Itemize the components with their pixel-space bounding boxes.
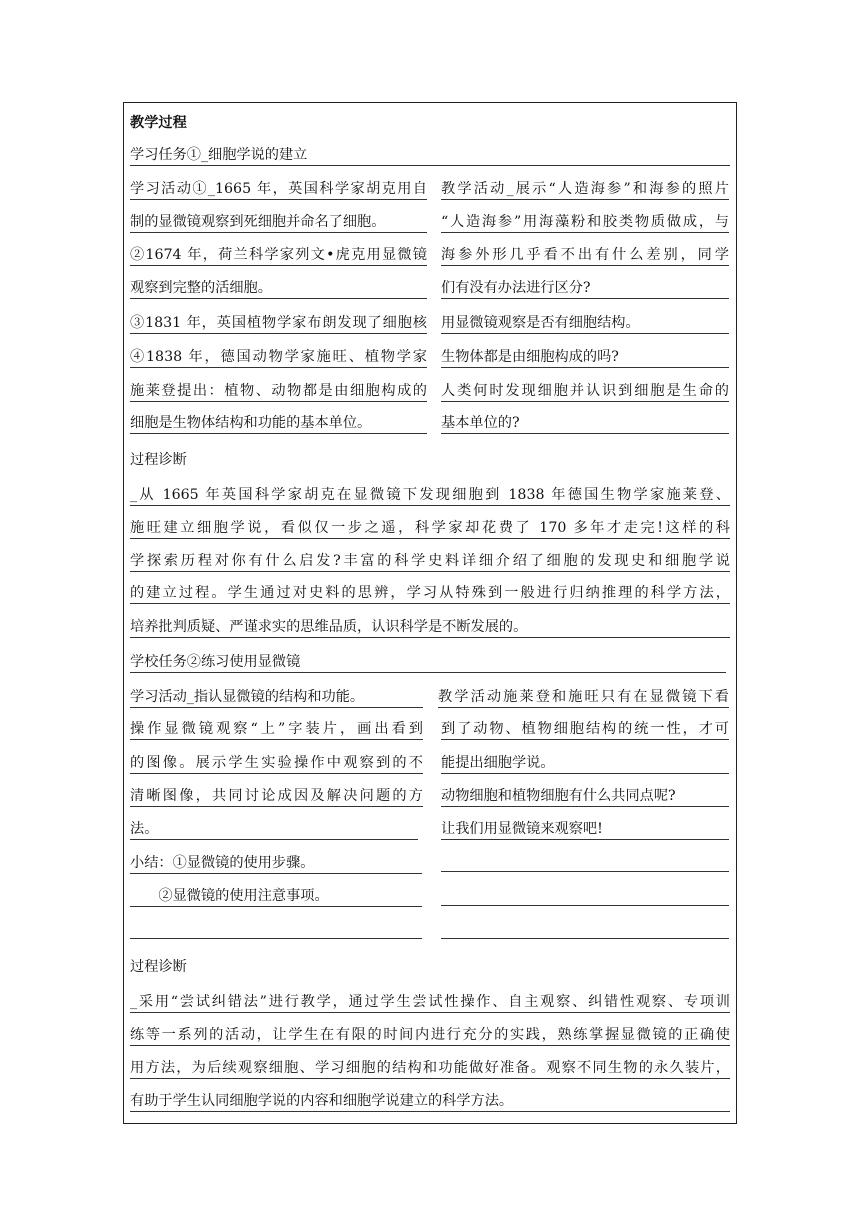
task2-right-line: 能提出细胞学说。 — [441, 752, 729, 774]
task2-left-line: 的图像。展示学生实验操作中观察到的不 — [130, 752, 423, 774]
task1-right-line: 教学活动_展示“人造海参”和海参的照片 — [441, 178, 729, 200]
task1-left-line: 细胞是生物体结构和功能的基本单位。 — [130, 412, 427, 434]
diagnosis1-label: 过程诊断 — [130, 452, 187, 468]
task1-left-line: ②1674 年，荷兰科学家列文•虎克用显微镜 — [130, 244, 427, 266]
task2-right-line: 让我们用显微镜来观察吧! — [441, 818, 729, 840]
diagnosis1-line: 培养批判质疑、严谨求实的思维品质，认识科学是不断发展的。 — [130, 616, 730, 638]
task1-right-line: 们有没有办法进行区分? — [441, 277, 729, 299]
diagnosis2-label: 过程诊断 — [130, 959, 187, 975]
diagnosis1-line: 学探索历程对你有什么启发?丰富的科学史料详细介绍了细胞的发现史和细胞学说 — [130, 550, 730, 572]
diagnosis2-line: _采用“尝试纠错法”进行教学，通过学生尝试性操作、自主观察、纠错性观察、专项训 — [130, 991, 730, 1013]
task1-right-line: 海参外形几乎看不出有什么差别，同学 — [441, 244, 729, 266]
task1-right-line: 基本单位的? — [441, 412, 729, 434]
task1-right-line: 用显微镜观察是否有细胞结构。 — [441, 312, 729, 334]
task2-summary-line: ②显微镜的使用注意事项。 — [130, 885, 422, 907]
diagnosis1-line: 的建立过程。学生通过对史料的思辨，学习从特殊到一般进行归纳推理的科学方法， — [130, 582, 730, 604]
task1-right-line: “人造海参”用海藻粉和胶类物质做成，与 — [441, 211, 729, 233]
section-title: 教学过程 — [130, 115, 187, 131]
task2-right-line: 教学活动施莱登和施旺只有在显微镜下看 — [438, 686, 729, 708]
blank-line — [441, 871, 729, 872]
task1-left-line: 学习活动①_1665 年，英国科学家胡克用自 — [130, 178, 427, 200]
diagnosis2-line: 用方法，为后续观察细胞、学习细胞的结构和功能做好准备。观察不同生物的永久装片， — [130, 1057, 730, 1079]
task2-left-line: 操作显微镜观察“上”字装片，画出看到 — [130, 718, 423, 740]
diagnosis2-line: 有助于学生认同细胞学说的内容和细胞学说建立的科学方法。 — [130, 1090, 730, 1112]
task1-left-line: ④1838 年，德国动物学家施旺、植物学家 — [130, 346, 427, 368]
blank-line — [130, 938, 422, 939]
task1-title: 学习任务①_细胞学说的建立 — [130, 144, 730, 166]
blank-line — [441, 905, 729, 906]
task2-left-line: 学习活动_指认显微镜的结构和功能。 — [130, 686, 423, 708]
blank-line — [441, 938, 729, 939]
task2-left-line: 清晰图像，共同讨论成因及解决问题的方 — [130, 785, 423, 807]
diagnosis1-line: 施旺建立细胞学说，看似仅一步之遥，科学家却花费了 170 多年才走完!这样的科 — [130, 517, 730, 539]
diagnosis1-line: _从 1665 年英国科学家胡克在显微镜下发现细胞到 1838 年德国生物学家施莱登、 — [130, 484, 730, 506]
task1-right-line: 人类何时发现细胞并认识到细胞是生命的 — [441, 380, 729, 402]
task2-title: 学校任务②练习使用显微镜 — [130, 651, 726, 673]
task2-summary-line: 小结：①显微镜的使用步骤。 — [130, 852, 422, 874]
diagnosis2-line: 练等一系列的活动，让学生在有限的时间内进行充分的实践，熟练掌握显微镜的正确使 — [130, 1024, 730, 1046]
task1-right-line: 生物体都是由细胞构成的吗? — [441, 346, 729, 368]
task2-left-line: 法。 — [130, 818, 418, 840]
task1-left-line: 制的显微镜观察到死细胞并命名了细胞。 — [130, 211, 427, 233]
task1-left-line: 施莱登提出：植物、动物都是由细胞构成的 — [130, 380, 427, 402]
task2-right-line: 动物细胞和植物细胞有什么共同点呢? — [441, 785, 729, 807]
task1-left-line: ③1831 年，英国植物学家布朗发现了细胞核 — [130, 312, 427, 334]
task2-right-line: 到了动物、植物细胞结构的统一性，才可 — [441, 718, 729, 740]
task1-left-line: 观察到完整的活细胞。 — [130, 277, 427, 299]
